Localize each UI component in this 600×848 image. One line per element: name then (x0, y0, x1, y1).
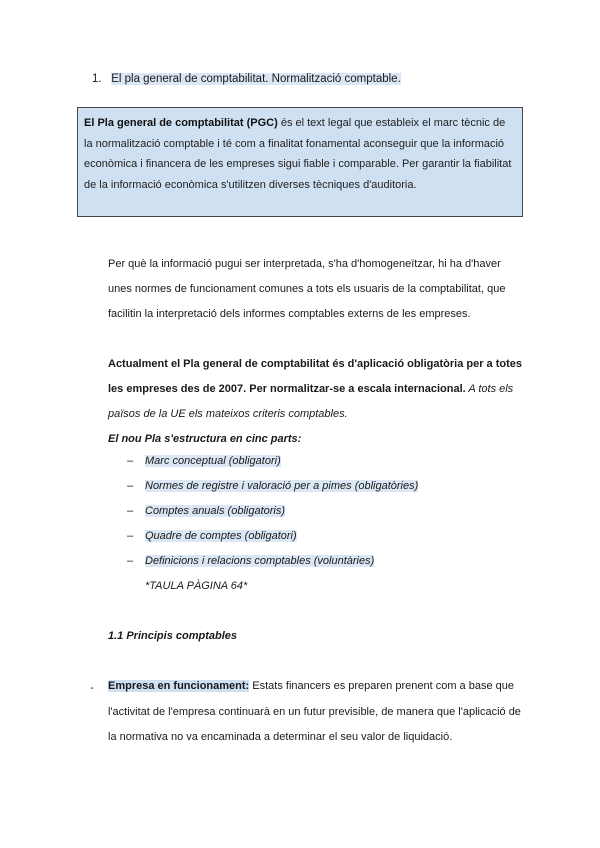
paragraph-obligation (108, 352, 523, 427)
table-reference: *TAULA PÀGINA 64* (145, 580, 248, 592)
callout-text: és el text legal que estableix el marc tècnic de la normalització comptable i té com a finalitat fonamental aconseguir que la informació econòmica i financera de les empreses sigui fiable i comparable. Per garantir la fiabilitat de la informació econòmica s'utilitzen diverses tècniques d'auditoria. (84, 117, 512, 191)
part-label: Quadre de comptes (obligatori) (145, 530, 297, 542)
definition-callout (77, 107, 523, 217)
structure-title: El nou Pla s'estructura en cinc parts: (108, 433, 302, 445)
heading-number: 1. (92, 73, 102, 85)
part-label: Marc conceptual (obligatori) (145, 455, 281, 467)
list-item: – Normes de registre i valoració per a pimes (obligatòries) (127, 480, 419, 492)
list-item: – Comptes anuals (obligatoris) (127, 505, 286, 517)
list-item: – Marc conceptual (obligatori) (127, 455, 281, 467)
list-item: – Definicions i relacions comptables (voluntàries) (127, 555, 375, 567)
principle-text: Estats financers es preparen prenent com a base que l'activitat de l'empresa continuarà en un futur previsible, de manera que l'aplicació de la normativa no va encaminada a determinar el seu valor de liquidació. (108, 680, 521, 743)
heading-title: El pla general de comptabilitat. Normalització comptable. (111, 73, 401, 85)
parts-list (127, 449, 418, 574)
obligation-bold-text: Actualment el Pla general de comptabilitat és d'aplicació obligatòria per a totes les empreses des de 2007. Per normalitzar-se a escala internacional. (108, 358, 523, 395)
subsection-title: 1.1 Principis comptables (108, 630, 237, 642)
part-label: Comptes anuals (obligatoris) (145, 505, 286, 517)
callout-term: El Pla general de comptabilitat (PGC) (84, 117, 278, 129)
part-label: Normes de registre i valoració per a pimes (obligatòries) (145, 480, 419, 492)
paragraph-homogenization: Per què la informació pugui ser interpretada, s'ha d'homogeneïtzar, hi ha d'haver unes normes de funcionament comunes a tots els usuaris de la comptabilitat, que facilitin la interpretació dels informes comptables externs de les empreses. (108, 258, 506, 320)
obligation-italic-text: A tots els països de la UE els mateixos criteris comptables. (108, 383, 514, 420)
section-heading (92, 73, 401, 85)
principle-bullet: - (90, 682, 94, 694)
principle-going-concern (108, 674, 528, 751)
principle-term: Empresa en funcionament: (108, 680, 250, 692)
list-item: – Quadre de comptes (obligatori) (127, 530, 297, 542)
part-label: Definicions i relacions comptables (voluntàries) (145, 555, 375, 567)
